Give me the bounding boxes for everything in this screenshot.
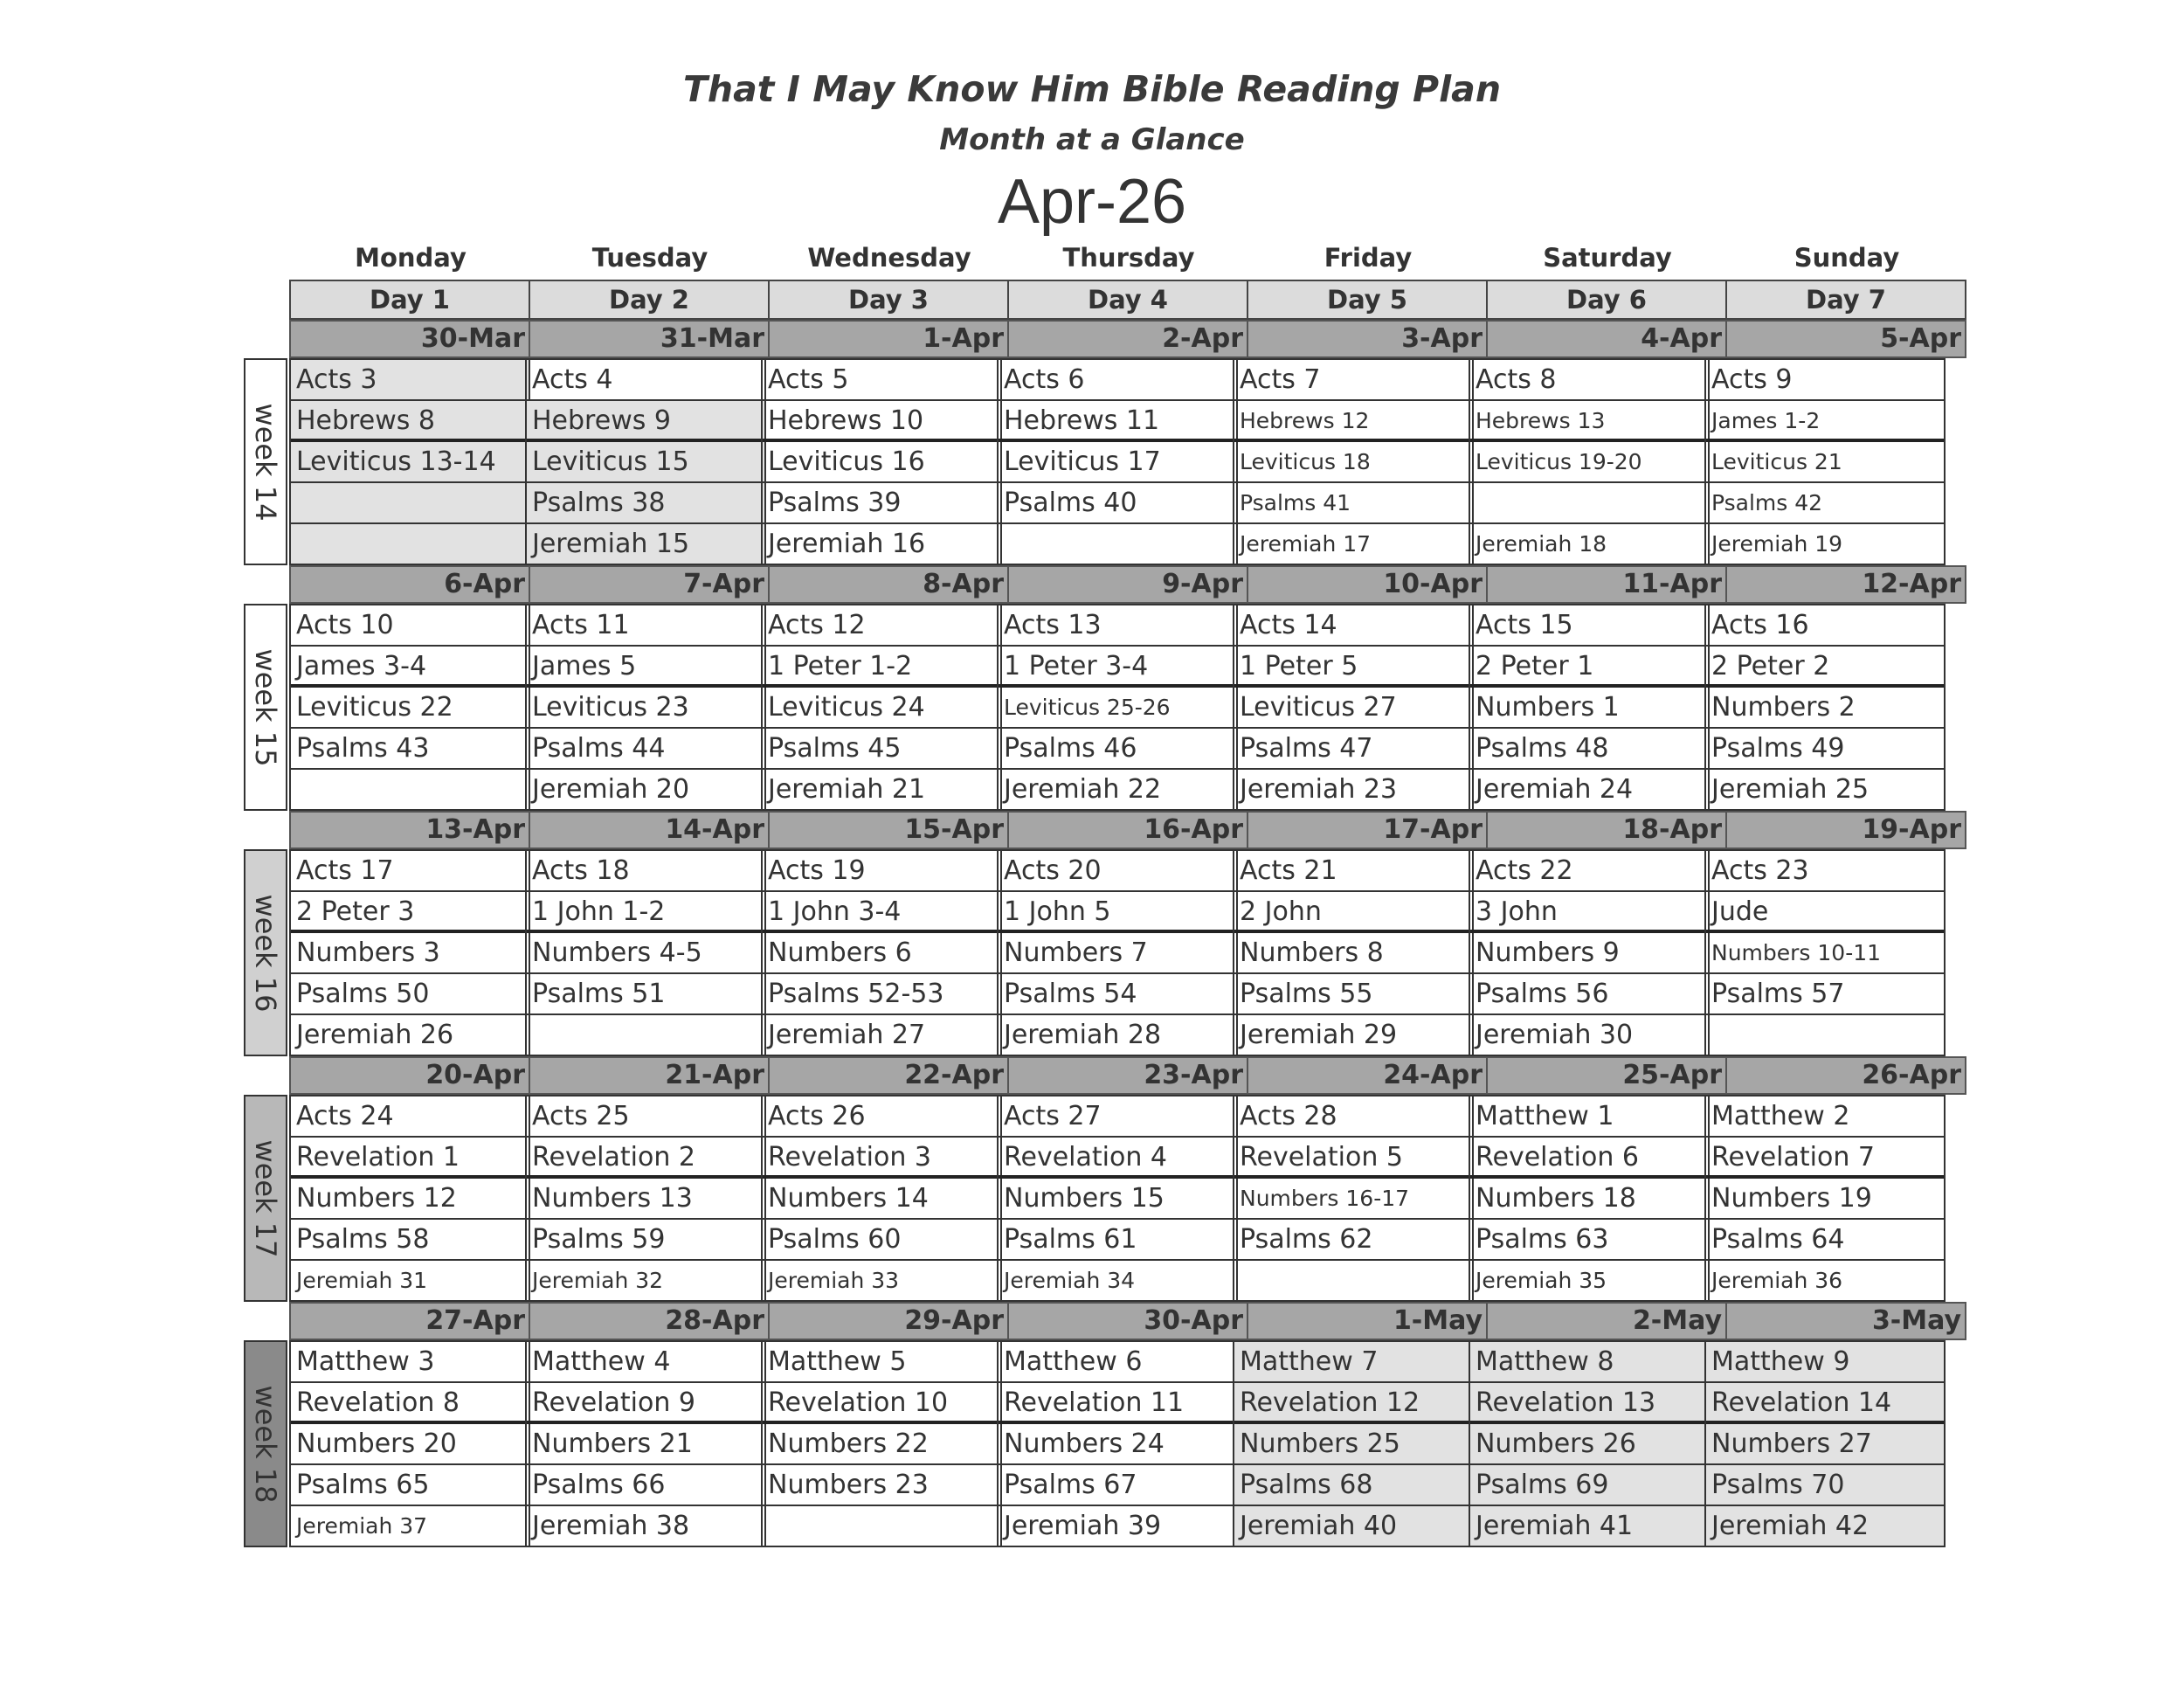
weekday-tuesday: Tuesday (591, 243, 708, 273)
reading-cell: Matthew 4 (527, 1342, 764, 1383)
reading-cell: Acts 17 (291, 851, 529, 892)
reading-cell: Revelation 12 (1234, 1383, 1472, 1424)
reading-cell: Revelation 4 (999, 1138, 1236, 1179)
date-cell: 22-Apr (768, 1056, 1009, 1095)
reading-cell: Acts 25 (527, 1097, 764, 1138)
reading-cell: Numbers 25 (1234, 1424, 1472, 1465)
reading-cell: Revelation 2 (527, 1138, 764, 1179)
week-label (244, 604, 287, 811)
reading-cell: Acts 9 (1706, 360, 1944, 401)
reading-cell: Psalms 43 (291, 729, 529, 770)
reading-cell: Psalms 38 (527, 483, 764, 524)
reading-cell: Acts 20 (999, 851, 1236, 892)
day-number-header-row (289, 280, 1965, 320)
reading-cell: Psalms 41 (1234, 483, 1472, 524)
reading-cell: Jeremiah 21 (763, 770, 1000, 811)
day-readings (1469, 1095, 1710, 1302)
day-header: Day 2 (529, 280, 770, 320)
week-label-text: week 14 (249, 403, 282, 521)
reading-cell: Psalms 66 (527, 1465, 764, 1506)
reading-cell: Hebrews 8 (291, 401, 529, 442)
reading-cell: Jeremiah 16 (763, 524, 1000, 565)
reading-cell: Psalms 58 (291, 1220, 529, 1261)
reading-cell: Acts 5 (763, 360, 1000, 401)
reading-cell: 1 John 3-4 (763, 892, 1000, 933)
day-readings (289, 1340, 530, 1547)
reading-cell: Numbers 27 (1706, 1424, 1944, 1465)
date-cell: 21-Apr (529, 1056, 770, 1095)
date-cell: 27-Apr (289, 1302, 530, 1340)
date-row (289, 811, 1965, 849)
day-readings (289, 358, 530, 565)
reading-cell (1706, 1015, 1944, 1056)
date-cell: 11-Apr (1486, 565, 1727, 604)
reading-cell: Acts 16 (1706, 605, 1944, 647)
reading-cell: Acts 3 (291, 360, 529, 401)
reading-cell: Acts 14 (1234, 605, 1472, 647)
plan-subtitle: Month at a Glance (939, 122, 1245, 157)
date-cell: 24-Apr (1247, 1056, 1488, 1095)
day-readings (1704, 604, 1946, 811)
reading-cell (1470, 483, 1708, 524)
date-cell: 6-Apr (289, 565, 530, 604)
reading-cell: Acts 15 (1470, 605, 1708, 647)
reading-cell: Jeremiah 33 (763, 1261, 1000, 1302)
reading-cell: Numbers 12 (291, 1179, 529, 1220)
reading-cell: Numbers 10-11 (1706, 933, 1944, 974)
reading-cell: Leviticus 24 (763, 688, 1000, 729)
reading-cell: Jude (1706, 892, 1944, 933)
reading-cell: Leviticus 16 (763, 442, 1000, 483)
reading-cell: Jeremiah 30 (1470, 1015, 1708, 1056)
reading-cell: Psalms 50 (291, 974, 529, 1015)
week-label (244, 358, 287, 565)
date-cell: 10-Apr (1247, 565, 1488, 604)
reading-cell: Revelation 3 (763, 1138, 1000, 1179)
reading-cell: Jeremiah 36 (1706, 1261, 1944, 1302)
day-readings (1704, 1340, 1946, 1547)
reading-cell: Jeremiah 26 (291, 1015, 529, 1056)
reading-cell: Psalms 69 (1470, 1465, 1708, 1506)
date-cell: 26-Apr (1725, 1056, 1966, 1095)
day-readings (761, 1340, 1002, 1547)
reading-cell: Revelation 8 (291, 1383, 529, 1424)
weekday-header-row (291, 243, 1966, 273)
reading-cell: Jeremiah 18 (1470, 524, 1708, 565)
date-cell: 14-Apr (529, 811, 770, 849)
reading-cell: Psalms 67 (999, 1465, 1236, 1506)
reading-cell: Psalms 57 (1706, 974, 1944, 1015)
date-cell: 5-Apr (1725, 320, 1966, 358)
date-cell: 17-Apr (1247, 811, 1488, 849)
day-readings (997, 358, 1238, 565)
reading-cell: Revelation 7 (1706, 1138, 1944, 1179)
reading-cell: Acts 7 (1234, 360, 1472, 401)
reading-cell: 2 Peter 3 (291, 892, 529, 933)
reading-cell: Matthew 2 (1706, 1097, 1944, 1138)
day-readings (525, 1340, 766, 1547)
day-readings (1233, 1095, 1474, 1302)
reading-cell: Numbers 8 (1234, 933, 1472, 974)
reading-cell (999, 524, 1236, 565)
reading-cell: Jeremiah 22 (999, 770, 1236, 811)
date-cell: 28-Apr (529, 1302, 770, 1340)
reading-cell: Leviticus 18 (1234, 442, 1472, 483)
day-readings (1469, 1340, 1710, 1547)
week-label-text: week 15 (249, 648, 282, 766)
date-cell: 7-Apr (529, 565, 770, 604)
reading-cell: Numbers 1 (1470, 688, 1708, 729)
reading-cell: Numbers 22 (763, 1424, 1000, 1465)
reading-cell: Jeremiah 35 (1470, 1261, 1708, 1302)
reading-cell: Psalms 42 (1706, 483, 1944, 524)
reading-cell: Numbers 3 (291, 933, 529, 974)
reading-cell: Jeremiah 23 (1234, 770, 1472, 811)
reading-cell: Numbers 18 (1470, 1179, 1708, 1220)
reading-cell: Acts 24 (291, 1097, 529, 1138)
weekday-saturday: Saturday (1543, 243, 1672, 273)
date-cell: 2-Apr (1007, 320, 1248, 358)
reading-cell: Numbers 9 (1470, 933, 1708, 974)
reading-cell: Hebrews 9 (527, 401, 764, 442)
day-readings (761, 1095, 1002, 1302)
week-label (244, 1340, 287, 1547)
reading-cell: Acts 12 (763, 605, 1000, 647)
reading-cell: Numbers 26 (1470, 1424, 1708, 1465)
date-cell: 23-Apr (1007, 1056, 1248, 1095)
reading-cell: Jeremiah 20 (527, 770, 764, 811)
date-cell: 13-Apr (289, 811, 530, 849)
reading-cell: Jeremiah 29 (1234, 1015, 1472, 1056)
date-cell: 9-Apr (1007, 565, 1248, 604)
day-readings (1469, 358, 1710, 565)
reading-cell: Leviticus 25-26 (999, 688, 1236, 729)
reading-cell: Psalms 60 (763, 1220, 1000, 1261)
reading-cell: Jeremiah 25 (1706, 770, 1944, 811)
reading-cell: Psalms 65 (291, 1465, 529, 1506)
reading-cell: Acts 11 (527, 605, 764, 647)
reading-cell: Numbers 2 (1706, 688, 1944, 729)
reading-cell: Leviticus 27 (1234, 688, 1472, 729)
reading-cell: Acts 22 (1470, 851, 1708, 892)
date-cell: 8-Apr (768, 565, 1009, 604)
reading-cell: 2 Peter 1 (1470, 647, 1708, 688)
reading-cell: Psalms 52-53 (763, 974, 1000, 1015)
reading-cell: Hebrews 10 (763, 401, 1000, 442)
reading-cell: Revelation 1 (291, 1138, 529, 1179)
reading-cell: Matthew 9 (1706, 1342, 1944, 1383)
date-cell: 16-Apr (1007, 811, 1248, 849)
reading-cell (1234, 1261, 1472, 1302)
reading-cell: Matthew 6 (999, 1342, 1236, 1383)
reading-cell: Leviticus 15 (527, 442, 764, 483)
reading-cell: Acts 26 (763, 1097, 1000, 1138)
reading-cell: Numbers 24 (999, 1424, 1236, 1465)
reading-cell: Hebrews 11 (999, 401, 1236, 442)
reading-cell: Jeremiah 40 (1234, 1506, 1472, 1547)
reading-cell: Jeremiah 31 (291, 1261, 529, 1302)
reading-cell: Matthew 7 (1234, 1342, 1472, 1383)
reading-cell: James 5 (527, 647, 764, 688)
reading-cell (527, 1015, 764, 1056)
reading-cell: Jeremiah 28 (999, 1015, 1236, 1056)
reading-cell: Jeremiah 41 (1470, 1506, 1708, 1547)
date-cell: 29-Apr (768, 1302, 1009, 1340)
reading-cell: James 1-2 (1706, 401, 1944, 442)
reading-cell: Psalms 49 (1706, 729, 1944, 770)
reading-cell: Numbers 7 (999, 933, 1236, 974)
reading-cell: 3 John (1470, 892, 1708, 933)
reading-cell: Numbers 23 (763, 1465, 1000, 1506)
reading-cell: Jeremiah 38 (527, 1506, 764, 1547)
day-header: Day 1 (289, 280, 530, 320)
day-readings (1704, 849, 1946, 1056)
reading-cell: Psalms 39 (763, 483, 1000, 524)
reading-cell: Psalms 70 (1706, 1465, 1944, 1506)
reading-cell: Acts 21 (1234, 851, 1472, 892)
reading-cell: Jeremiah 37 (291, 1506, 529, 1547)
reading-cell: Revelation 11 (999, 1383, 1236, 1424)
weekday-sunday: Sunday (1794, 243, 1900, 273)
date-cell: 31-Mar (529, 320, 770, 358)
week-label (244, 1095, 287, 1302)
reading-cell: 2 John (1234, 892, 1472, 933)
day-readings (289, 604, 530, 811)
date-cell: 25-Apr (1486, 1056, 1727, 1095)
reading-cell: Revelation 9 (527, 1383, 764, 1424)
day-header: Day 3 (768, 280, 1009, 320)
date-cell: 2-May (1486, 1302, 1727, 1340)
weekday-friday: Friday (1324, 243, 1413, 273)
reading-cell: Numbers 16-17 (1234, 1179, 1472, 1220)
day-readings (1233, 1340, 1474, 1547)
date-cell: 3-Apr (1247, 320, 1488, 358)
day-readings (1233, 604, 1474, 811)
reading-cell: Psalms 56 (1470, 974, 1708, 1015)
day-readings (1469, 849, 1710, 1056)
day-readings (997, 1095, 1238, 1302)
reading-cell: Psalms 46 (999, 729, 1236, 770)
weekday-wednesday: Wednesday (807, 243, 971, 273)
reading-cell: 1 John 1-2 (527, 892, 764, 933)
month-heading: Apr-26 (997, 167, 1187, 237)
reading-cell: Jeremiah 24 (1470, 770, 1708, 811)
date-cell: 18-Apr (1486, 811, 1727, 849)
week-label-text: week 17 (249, 1139, 282, 1257)
reading-cell: Psalms 44 (527, 729, 764, 770)
reading-cell: Psalms 45 (763, 729, 1000, 770)
reading-cell: Revelation 14 (1706, 1383, 1944, 1424)
reading-cell: 1 Peter 5 (1234, 647, 1472, 688)
reading-cell: Acts 23 (1706, 851, 1944, 892)
week-label-text: week 18 (249, 1385, 282, 1503)
reading-cell: Psalms 63 (1470, 1220, 1708, 1261)
week-label-text: week 16 (249, 894, 282, 1012)
reading-cell: Leviticus 17 (999, 442, 1236, 483)
reading-cell: Acts 27 (999, 1097, 1236, 1138)
reading-cell: Hebrews 12 (1234, 401, 1472, 442)
reading-cell: Acts 8 (1470, 360, 1708, 401)
date-cell: 1-May (1247, 1302, 1488, 1340)
date-cell: 30-Apr (1007, 1302, 1248, 1340)
reading-cell: Matthew 8 (1470, 1342, 1708, 1383)
reading-cell: Psalms 59 (527, 1220, 764, 1261)
week-label (244, 849, 287, 1056)
day-readings (525, 604, 766, 811)
weekday-monday: Monday (355, 243, 467, 273)
reading-cell: Matthew 5 (763, 1342, 1000, 1383)
reading-cell: 1 Peter 3-4 (999, 647, 1236, 688)
reading-cell (291, 770, 529, 811)
date-cell: 20-Apr (289, 1056, 530, 1095)
day-readings (997, 849, 1238, 1056)
date-row (289, 565, 1965, 604)
reading-cell: Revelation 10 (763, 1383, 1000, 1424)
reading-cell: Jeremiah 19 (1706, 524, 1944, 565)
reading-cell: Acts 6 (999, 360, 1236, 401)
day-header: Day 7 (1725, 280, 1966, 320)
reading-cell: Psalms 51 (527, 974, 764, 1015)
reading-cell: Acts 19 (763, 851, 1000, 892)
day-readings (761, 849, 1002, 1056)
reading-cell: Leviticus 22 (291, 688, 529, 729)
reading-cell: 1 Peter 1-2 (763, 647, 1000, 688)
reading-cell: Numbers 15 (999, 1179, 1236, 1220)
reading-cell: 1 John 5 (999, 892, 1236, 933)
day-header: Day 4 (1007, 280, 1248, 320)
date-cell: 30-Mar (289, 320, 530, 358)
reading-cell: Acts 28 (1234, 1097, 1472, 1138)
reading-cell: Numbers 4-5 (527, 933, 764, 974)
day-readings (1704, 358, 1946, 565)
reading-cell: Acts 10 (291, 605, 529, 647)
reading-cell: Psalms 61 (999, 1220, 1236, 1261)
date-cell: 12-Apr (1725, 565, 1966, 604)
reading-cell: Numbers 21 (527, 1424, 764, 1465)
reading-cell (763, 1506, 1000, 1547)
reading-cell: Numbers 6 (763, 933, 1000, 974)
day-header: Day 5 (1247, 280, 1488, 320)
reading-cell: Psalms 48 (1470, 729, 1708, 770)
date-row (289, 1056, 1965, 1095)
reading-cell: Jeremiah 32 (527, 1261, 764, 1302)
reading-cell: Psalms 68 (1234, 1465, 1472, 1506)
reading-cell: Matthew 3 (291, 1342, 529, 1383)
date-row (289, 1302, 1965, 1340)
reading-cell: Leviticus 23 (527, 688, 764, 729)
reading-cell: Psalms 54 (999, 974, 1236, 1015)
reading-cell: Jeremiah 42 (1706, 1506, 1944, 1547)
reading-cell: Revelation 6 (1470, 1138, 1708, 1179)
day-readings (525, 358, 766, 565)
day-readings (1704, 1095, 1946, 1302)
reading-cell: James 3-4 (291, 647, 529, 688)
reading-cell: Acts 4 (527, 360, 764, 401)
reading-cell: Numbers 19 (1706, 1179, 1944, 1220)
reading-cell: Numbers 14 (763, 1179, 1000, 1220)
reading-cell: Acts 13 (999, 605, 1236, 647)
reading-cell: Psalms 47 (1234, 729, 1472, 770)
day-readings (997, 1340, 1238, 1547)
reading-cell (291, 483, 529, 524)
reading-cell: Matthew 1 (1470, 1097, 1708, 1138)
date-cell: 19-Apr (1725, 811, 1966, 849)
reading-cell: Jeremiah 39 (999, 1506, 1236, 1547)
reading-cell: Leviticus 21 (1706, 442, 1944, 483)
reading-cell: Revelation 5 (1234, 1138, 1472, 1179)
reading-cell: Numbers 20 (291, 1424, 529, 1465)
date-cell: 1-Apr (768, 320, 1009, 358)
day-readings (289, 849, 530, 1056)
reading-cell (291, 524, 529, 565)
plan-title: That I May Know Him Bible Reading Plan (682, 68, 1502, 110)
reading-cell: Psalms 64 (1706, 1220, 1944, 1261)
day-header: Day 6 (1486, 280, 1727, 320)
reading-cell: Jeremiah 17 (1234, 524, 1472, 565)
day-readings (525, 849, 766, 1056)
reading-cell: Jeremiah 27 (763, 1015, 1000, 1056)
day-readings (1469, 604, 1710, 811)
reading-cell: Leviticus 13-14 (291, 442, 529, 483)
weekday-thursday: Thursday (1062, 243, 1195, 273)
day-readings (1233, 849, 1474, 1056)
reading-cell: Hebrews 13 (1470, 401, 1708, 442)
day-readings (1233, 358, 1474, 565)
date-cell: 15-Apr (768, 811, 1009, 849)
day-readings (997, 604, 1238, 811)
reading-cell: Psalms 62 (1234, 1220, 1472, 1261)
reading-cell: Leviticus 19-20 (1470, 442, 1708, 483)
reading-cell: Acts 18 (527, 851, 764, 892)
reading-cell: 2 Peter 2 (1706, 647, 1944, 688)
reading-cell: Psalms 40 (999, 483, 1236, 524)
reading-cell: Psalms 55 (1234, 974, 1472, 1015)
day-readings (289, 1095, 530, 1302)
day-readings (525, 1095, 766, 1302)
reading-cell: Numbers 13 (527, 1179, 764, 1220)
date-cell: 4-Apr (1486, 320, 1727, 358)
reading-cell: Revelation 13 (1470, 1383, 1708, 1424)
date-cell: 3-May (1725, 1302, 1966, 1340)
date-row (289, 320, 1965, 358)
reading-cell: Jeremiah 34 (999, 1261, 1236, 1302)
day-readings (761, 358, 1002, 565)
day-readings (761, 604, 1002, 811)
reading-cell: Jeremiah 15 (527, 524, 764, 565)
